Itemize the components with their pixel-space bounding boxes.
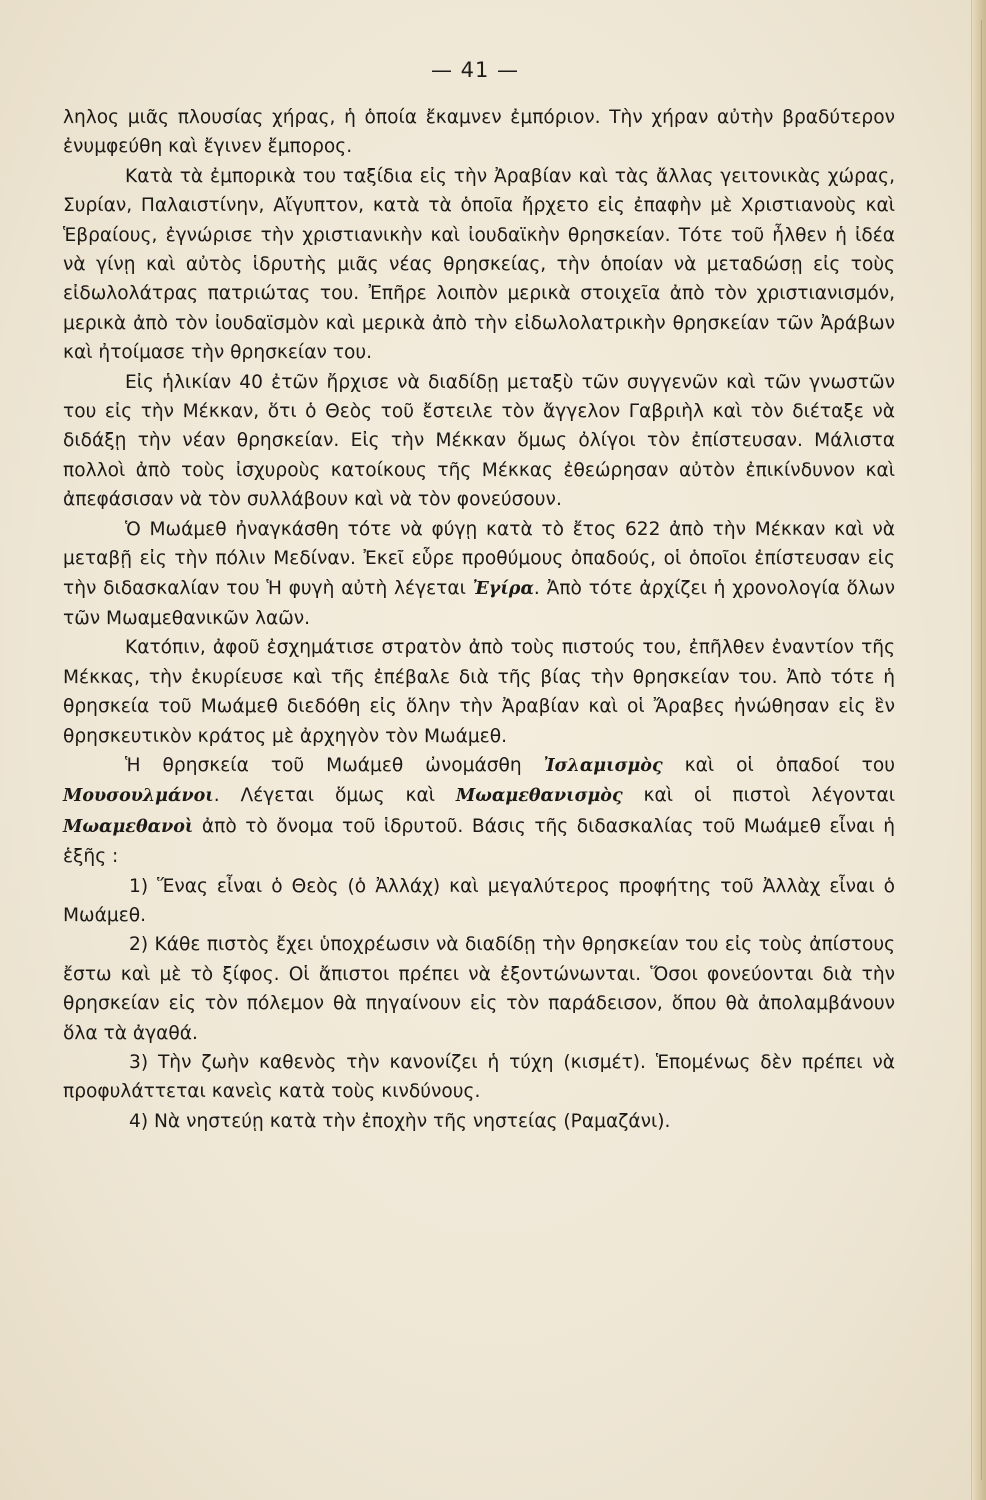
doctrine-point-1: 1) Ἕνας εἶναι ὁ Θεὸς (ὁ Ἀλλάχ) καὶ μεγαλύτερος προφήτης τοῦ Ἀλλὰχ εἶναι ὁ Μωάμεθ. xyxy=(63,875,895,926)
paragraph-preaching-mecca: Εἰς ἡλικίαν 40 ἐτῶν ἤρχισε νὰ διαδίδῃ μεταξὺ τῶν συγγενῶν καὶ τῶν γνωστῶν του εἰς τὴν Μέκκαν, ὅτι ὁ Θεὸς τοῦ ἔστειλε τὸν ἄγγελον Γαβριὴλ καὶ τὸν διέταξε νὰ διδάξῃ τὴν νέαν θρησκείαν. Εἰς τὴν Μέκκαν ὅμως ὀλίγοι τὸν ἐπίστευσαν. Μάλιστα πολλοὶ ἀπὸ τοὺς ἰσχυροὺς κατοίκους τῆς Μέκκας ἐθεώρησαν αὐτὸν ἐπικίνδυνον καὶ ἀπεφάσισαν νὰ τὸν συλλάβουν καὶ νὰ τὸν φονεύσουν. xyxy=(63,371,895,511)
term-hegira: Ἐγίρα xyxy=(472,578,534,599)
doctrine-point-3: 3) Τὴν ζωὴν καθενὸς τὴν κανονίζει ἡ τύχη (κισμέτ). Ἑπομένως δὲν πρέπει νὰ προφυλάττεται κανεὶς κατὰ τοὺς κινδύνους. xyxy=(63,1052,895,1103)
text-run: . Ἀπὸ τότε ἀρχίζει ἡ χρονολογία ὅλων τῶν Μωαμεθανικῶν λαῶν. xyxy=(63,577,896,629)
paragraph-religion-names xyxy=(63,751,895,872)
paragraph-flight-medina xyxy=(63,515,895,634)
term-moamethanoi: Μωαμεθανοὶ xyxy=(63,816,194,837)
text-run: . Λέγεται ὅμως καὶ xyxy=(213,785,436,807)
paragraph-conquest-mecca: Κατόπιν, ἀφοῦ ἐσχημάτισε στρατὸν ἀπὸ τοὺς πιστούς του, ἐπῆλθεν ἐναντίον τῆς Μέκκας, τὴν ἐκυρίευσε καὶ τῆς ἐπέβαλε διὰ τῆς βίας τὴν θρησκείαν του. Ἀπὸ τότε ἡ θρησκεία τοῦ Μωάμεθ διεδόθη εἰς ὅλην τὴν Ἀραβίαν καὶ οἱ Ἄραβες ἠνώθησαν εἰς ἓν θρησκευτικὸν κράτος μὲ ἀρχηγὸν τὸν Μωάμεθ. xyxy=(63,637,895,747)
text-run: Ἡ θρησκεία τοῦ Μωάμεθ ὠνομάσθη xyxy=(125,754,522,776)
text-run: Ὁ Μωάμεθ ἠναγκάσθη τότε νὰ φύγῃ κατὰ τὸ ἔτος 622 ἀπὸ τὴν Μέκκαν καὶ νὰ μεταβῇ εἰς τὴν πόλιν Μεδίναν. Ἐκεῖ εὗρε προθύμους ὀπαδούς, οἱ ὁποῖοι ἐπίστευσαν εἰς τὴν διδασκαλίαν του Ἡ φυγὴ αὐτὴ λέγεται xyxy=(63,518,895,599)
text-run: ἀπὸ τὸ ὄνομα τοῦ ἱδρυτοῦ. Βάσις τῆς διδασκαλίας τοῦ Μωάμεθ εἶναι ἡ ἑξῆς : xyxy=(63,815,896,868)
term-moamethanismos: Μωαμεθανισμὸς xyxy=(455,786,623,807)
doctrine-point-4: 4) Νὰ νηστεύῃ κατὰ τὴν ἐποχὴν τῆς νηστείας (Ραμαζάνι). xyxy=(129,1110,671,1132)
body-text xyxy=(63,103,895,1136)
text-run: καὶ οἱ ὀπαδοί του xyxy=(684,754,895,776)
page-number: — 41 — xyxy=(430,58,520,82)
term-islamismos: Ἰσλαμισμὸς xyxy=(543,755,663,776)
term-mousoulmanoi: Μουσουλμάνοι xyxy=(63,786,214,807)
doctrine-point-2: 2) Κάθε πιστὸς ἔχει ὑποχρέωσιν νὰ διαδίδῃ τὴν θρησκείαν του εἰς τοὺς ἀπίστους ἔστω καὶ μὲ τὸ ξίφος. Οἱ ἄπιστοι πρέπει νὰ ἐξοντώνωνται. Ὅσοι φονεύονται διὰ τὴν θρησκείαν εἰς τὸν πόλεμον θὰ πηγαίνουν εἰς τὸν παράδεισον, ὅπου θὰ ἀπολαμβάνουν ὅλα τὰ ἀγαθά. xyxy=(63,934,895,1044)
paragraph-continuation: ληλος μιᾶς πλουσίας χήρας, ἡ ὁποία ἔκαμνεν ἐμπόριον. Τὴν χήραν αὐτὴν βραδύτερον ἐνυμφεύθη καὶ ἔγινεν ἔμπορος. xyxy=(63,107,895,158)
page-edge xyxy=(971,0,986,1500)
text-run: καὶ οἱ πιστοὶ λέγονται xyxy=(643,785,895,807)
paragraph-trade-journeys: Κατὰ τὰ ἐμπορικὰ του ταξίδια εἰς τὴν Ἀραβίαν καὶ τὰς ἄλλας γειτονικὰς χώρας, Συρίαν, Παλαιστίνην, Αἴγυπτον, κατὰ τὰ ὁποῖα ἤρχετο εἰς ἐπαφὴν μὲ Χριστιανοὺς καὶ Ἑβραίους, ἐγνώρισε τὴν χριστιανικὴν καὶ ἰουδαϊκὴν θρησκείαν. Τότε τοῦ ἦλθεν ἡ ἰδέα νὰ γίνῃ καὶ αὐτὸς ἱδρυτὴς μιᾶς νέας θρησκείας, τὴν ὁποίαν νὰ μεταδώσῃ εἰς τοὺς εἰδωλολάτρας πατριώτας του. Ἐπῆρε λοιπὸν μερικὰ στοιχεῖα ἀπὸ τὸν χριστιανισμόν, μερικὰ ἀπὸ τὸν ἰουδαϊσμὸν καὶ μερικὰ ἀπὸ τὴν εἰδωλολατρικὴν θρησκείαν τῶν Ἀράβων καὶ ἠτοίμασε τὴν θρησκείαν του. xyxy=(63,165,895,364)
